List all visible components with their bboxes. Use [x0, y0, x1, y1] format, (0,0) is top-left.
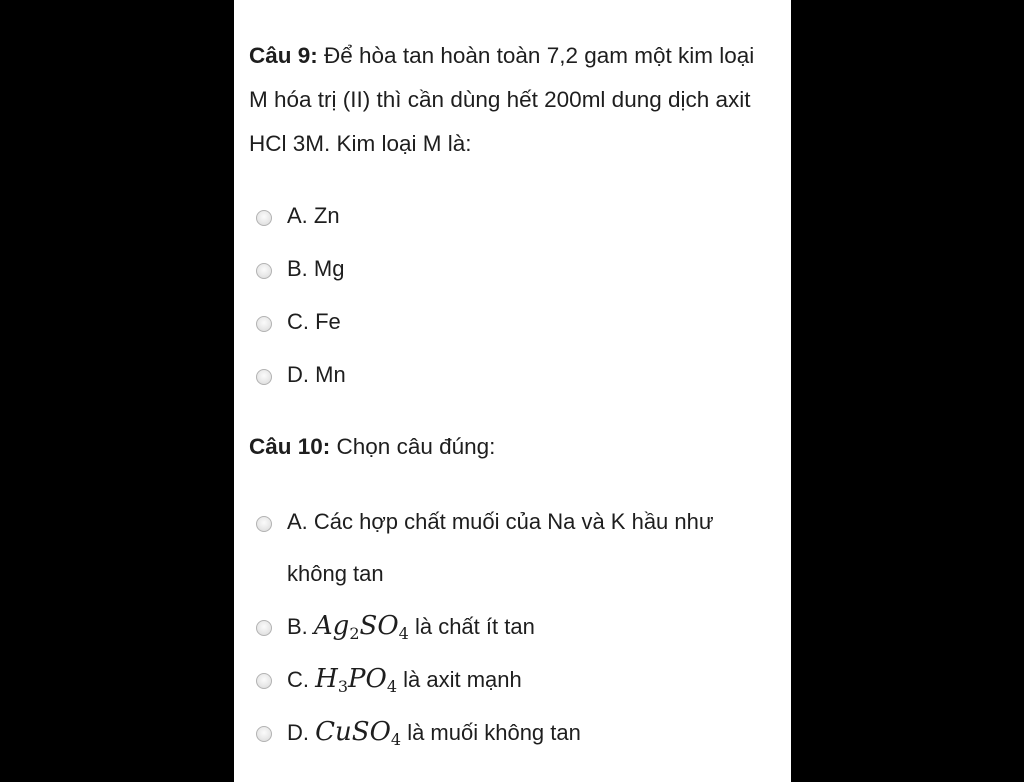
question-10-body: Chọn câu đúng: — [330, 434, 496, 459]
formula-cuso4 — [315, 717, 401, 747]
option-suffix: là muối không tan — [401, 720, 581, 745]
formula-part: CuSO — [315, 717, 391, 747]
formula-subscript: 4 — [390, 730, 402, 749]
question-10-text — [249, 425, 769, 469]
q10-option-b-label — [287, 606, 535, 647]
q10-option-d-label — [287, 712, 581, 753]
question-panel — [234, 0, 791, 782]
option-prefix: B. — [287, 614, 314, 639]
q9-option-d-label: D. Mn — [287, 362, 346, 387]
q10-option-b[interactable] — [256, 606, 776, 646]
formula-ag2so4 — [314, 611, 409, 641]
formula-subscript: 4 — [398, 624, 409, 643]
radio-button[interactable] — [256, 316, 272, 332]
formula-subscript: 2 — [349, 624, 360, 643]
option-prefix: C. — [287, 667, 316, 692]
formula-part: SO — [359, 611, 399, 641]
radio-button[interactable] — [256, 726, 272, 742]
q9-option-d[interactable] — [256, 355, 776, 395]
option-suffix: là chất ít tan — [408, 614, 535, 639]
question-9-label: Câu 9: — [249, 43, 318, 68]
question-10-label: Câu 10: — [249, 434, 331, 459]
q9-option-c[interactable] — [256, 302, 776, 342]
question-9-body: Để hòa tan hoàn toàn 7,2 gam một kim loại M hóa trị (II) thì cần dùng hết 200ml dung dịch axit HCl 3M. Kim loại M là: — [249, 43, 755, 156]
formula-subscript: 3 — [337, 677, 348, 696]
q9-option-b-label: B. Mg — [287, 256, 345, 281]
question-9-text — [249, 34, 769, 166]
radio-button[interactable] — [256, 673, 272, 689]
formula-part: Ag — [313, 611, 350, 641]
formula-part: PO — [348, 664, 387, 694]
radio-button[interactable] — [256, 210, 272, 226]
q10-option-a-label: A. Các hợp chất muối của Na và K hầu như không tan — [287, 509, 714, 586]
q9-option-c-label: C. Fe — [287, 309, 341, 334]
formula-h3po4 — [315, 664, 397, 694]
q10-option-d[interactable] — [256, 712, 776, 752]
q10-option-c[interactable] — [256, 659, 776, 699]
radio-button[interactable] — [256, 516, 272, 532]
radio-button[interactable] — [256, 369, 272, 385]
q9-option-b[interactable] — [256, 249, 776, 289]
q9-option-a-label: A. Zn — [287, 203, 340, 228]
formula-part: H — [315, 664, 338, 694]
q9-option-a[interactable] — [256, 196, 776, 236]
q10-option-c-label — [287, 659, 522, 700]
formula-subscript: 4 — [386, 677, 397, 696]
q10-option-a[interactable] — [256, 502, 776, 594]
radio-button[interactable] — [256, 620, 272, 636]
option-prefix: D. — [287, 720, 316, 745]
radio-button[interactable] — [256, 263, 272, 279]
option-suffix: là axit mạnh — [397, 667, 522, 692]
